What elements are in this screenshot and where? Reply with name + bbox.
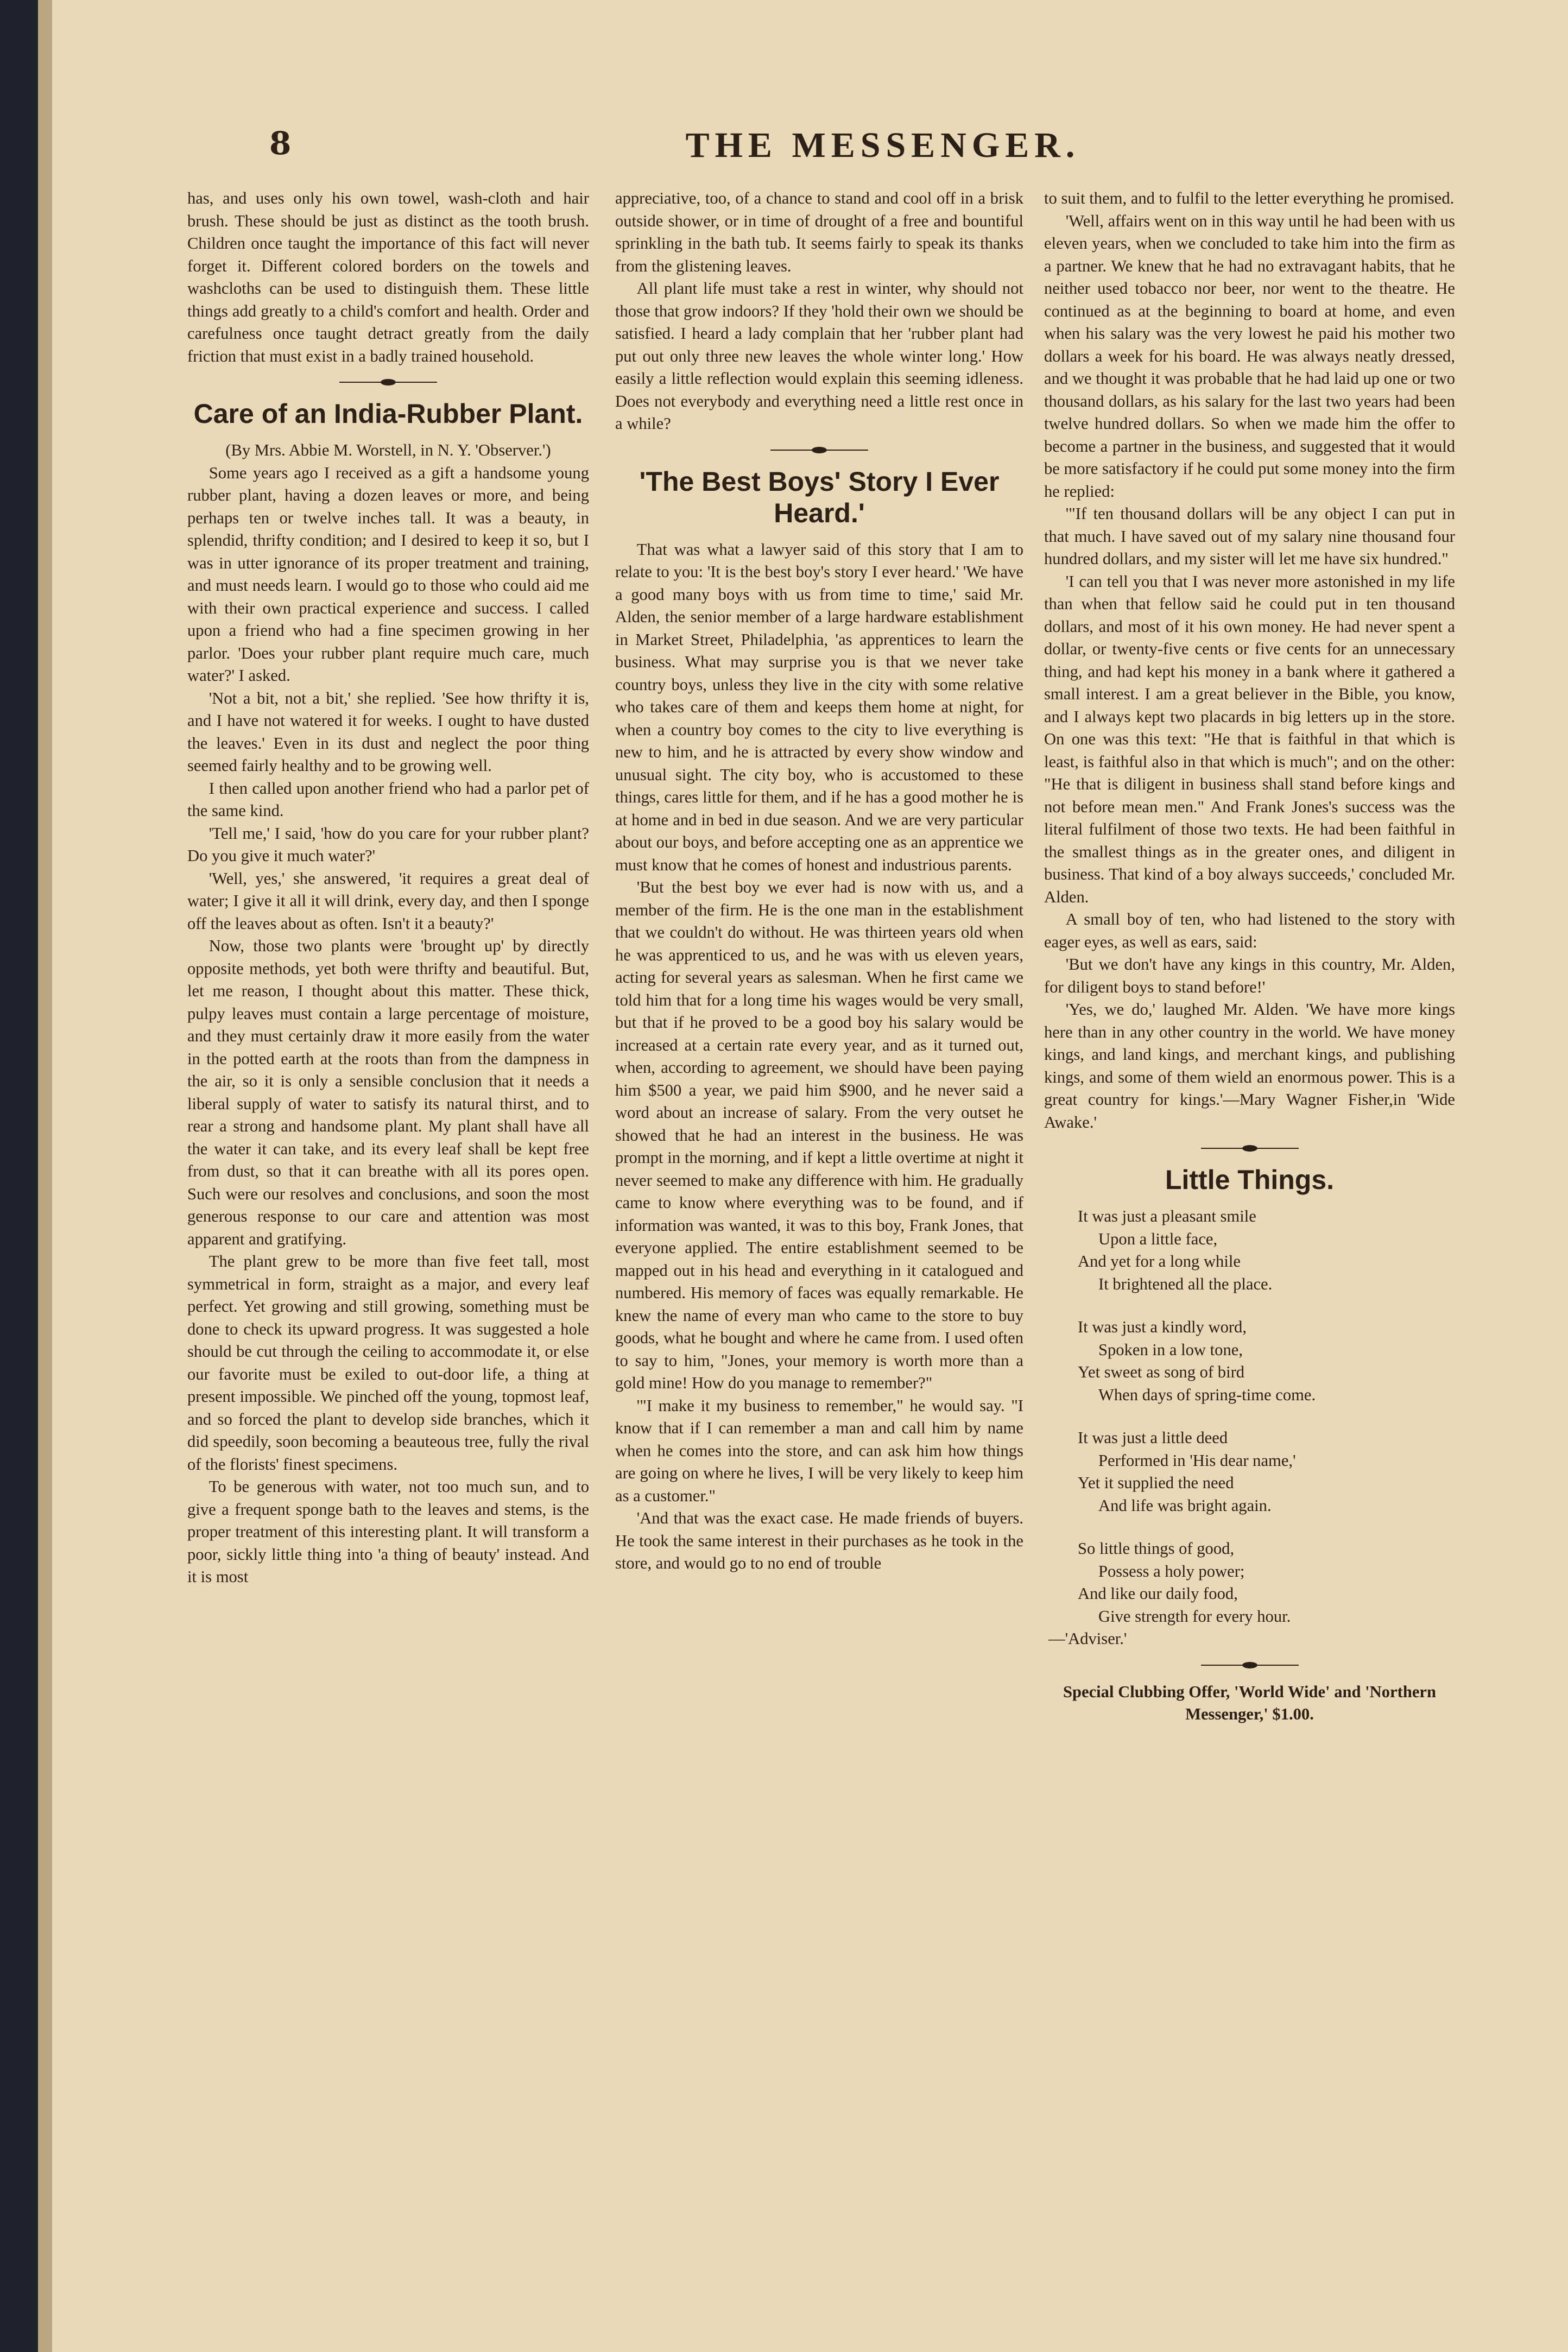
article-paragraph: 'Well, affairs went on in this way until he had been with us eleven years, when we concluded to take him into the firm as a partner. We knew that he had no extravagant habits, that he neither used tobacco nor beer, nor went to the theatre. He continued as at the beginning to board at home, and even when his salary was the very lowest he paid his mother two dollars a week for his board. He was always neatly dressed, and we thought it was probable that he had laid up one or two thousand dollars, as his salary for the last two years had been twelve hundred dollars. So when we made him the offer to become a partner in the business, and suggested that it would be more satisfactory if he could put some money into the firm he replied: — [1044, 211, 1456, 501]
article-paragraph: 'Well, yes,' she answered, 'it requires a great deal of water; I give it all it will drink, every day, and then I sponge off the leaves about as often. Isn't it a beauty?' — [187, 869, 589, 933]
article-paragraph: 'But we don't have any kings in this country, Mr. Alden, for diligent boys to stand before!' — [1044, 955, 1455, 996]
article-paragraph: '"If ten thousand dollars will be any object I can put in that much. I have saved out of my salary nine thousand four hundred dollars, and my sister will let me have six hundred." — [1044, 504, 1455, 568]
continued-paragraph: appreciative, too, of a chance to stand and cool off in a brisk outside shower, or in time of drought of a free and bountiful sprinkling in the bath tub. It seems fairly to speak its thanks from the glistening leaves. — [615, 189, 1023, 275]
article-paragraph: A small boy of ten, who had listened to the story with eager eyes, as well as ears, said: — [1044, 910, 1455, 951]
poem-line: It brightened all the place. — [1098, 1274, 1273, 1293]
article-paragraph: Now, those two plants were 'brought up' by directly opposite methods, yet both were thrifty and beautiful. But, let me reason, I thought about this matter. These thick, pulpy leaves must contain a large percentage of moisture, and they must certainly draw it more easily from the water in the potted earth at the roots than from the dampness in the air, so it is only a sensible conclusion that it needs a liberal supply of water to satisfy its natural thirst, and to rear a strong and handsome plant. My plant shall have all the water it can take, and its every leaf shall be kept free from dust, so that it can breathe with all its pores open. Such were our resolves and conclusions, and soon the most generous response to our care and attention was most apparent and gratifying. — [187, 937, 589, 1248]
section-divider — [1196, 1141, 1304, 1155]
scan-page-gutter — [38, 0, 52, 2352]
article-paragraph: 'Yes, we do,' laughed Mr. Alden. 'We have more kings here than in any other country in the world. We have money kings, and land kings, and merchant kings, and publishing kings, and some of them wield an enormous power. This is a great country for kings.'—Mary Wagner Fisher,in 'Wide Awake.' — [1044, 1000, 1455, 1131]
continued-paragraph: All plant life must take a rest in winter, why should not those that grow indoors? If they 'hold their own we should be satisfied. I heard a lady complain that her 'rubber plant had put out only three new leaves the whole winter long.' How easily a little reflection would explain this seeming idleness. Does not everybody and everything need a little rest once in a while? — [615, 279, 1023, 433]
scan-binding-edge — [0, 0, 38, 2352]
article-title: 'The Best Boys' Story I Ever Heard.' — [639, 466, 1000, 528]
section-divider — [1196, 1658, 1304, 1672]
article-paragraph: 'Tell me,' I said, 'how do you care for your rubber plant? Do you give it much water?' — [187, 824, 589, 865]
poem-line: It was just a kindly word, — [1078, 1318, 1247, 1336]
poem-line: So little things of good, — [1078, 1539, 1235, 1558]
poem-title: Little Things. — [1165, 1165, 1335, 1195]
poem-line: And like our daily food, — [1078, 1584, 1238, 1603]
poem-line: Yet sweet as song of bird — [1078, 1363, 1245, 1381]
article-paragraph: 'Not a bit, not a bit,' she replied. 'See how thrifty it is, and I have not watered it for weeks. I ought to have dusted the leaves.' Even in its dust and neglect the poor thing seemed fairly healthy and to be growing well. — [187, 688, 589, 775]
article-title: Care of an India-Rubber Plant. — [193, 399, 583, 429]
poem-line: Upon a little face, — [1098, 1229, 1218, 1248]
poem-line: Spoken in a low tone, — [1098, 1340, 1243, 1359]
poem-line: It was just a little deed — [1078, 1428, 1228, 1447]
article-paragraph: 'And that was the exact case. He made friends of buyers. He took the same interest in their purchases as he took in the store, and would go to no end of trouble — [615, 1509, 1023, 1572]
article-paragraph: To be generous with water, not too much sun, and to give a frequent sponge bath to the leaves and stems, is the proper treatment of this interesting plant. It will transform a poor, sickly little thing into 'a thing of beauty' instead. And it is most — [187, 1477, 589, 1586]
article-paragraph: That was what a lawyer said of this story that I am to relate to you: 'It is the best boy's story I ever heard.' 'We have a good many boys with us from time to time,' said Mr. Alden, the senior member of a large hardware establishment in Market Street, Philadelphia, 'as apprentices to learn the business. What may surprise you is that we never take country boys, unless they live in the city with some relative who takes care of them and keeps them home at night, for when a country boy comes to the city to live everything is new to him, and he is attracted by every show window and unusual sight. The city boy, who is accustomed to these things, cares little for them, and if he has a good mother he is at home and in bed in due season. And we are very particular about our boys, and before accepting one as an apprentice we must know that he comes of honest and industrious parents. — [615, 540, 1023, 874]
poem-line: Possess a holy power; — [1098, 1561, 1245, 1580]
article-paragraph: 'But the best boy we ever had is now with us, and a member of the firm. He is the one man in the establishment that we couldn't do without. He was thirteen years old when he was apprenticed to us, and he was with us eleven years, acting for several years as salesman. When he first came we told him that for a long time his wages would be very small, but that if he proved to be a good boy his salary would be increased at a certain rate every year, and as it turned out, when, according to agreement, we should have been paying him $500 a year, we paid him $900, and he never said a word about an increase of salary. From the very outset he showed that he had an interest in the business. He was prompt in the morning, and if kept a little overtime at night it never seemed to make any difference with him. He gradually came to know where everything was to be found, and if information was wanted, it was to this boy, Frank Jones, that everyone applied. The entire establishment seemed to be mapped out in his head and everything in it catalogued and numbered. His memory of faces was equally remarkable. He knew the name of every man who came to the store to buy goods, what he bought and where he came from. I used often to say to him, "Jones, your memory is worth more than a gold mine! How do you manage to remember?" — [615, 878, 1023, 1392]
poem — [1044, 1205, 1455, 1628]
clubbing-offer: Special Clubbing Offer, 'World Wide' and 'Northern Messenger,' $1.00. — [1063, 1682, 1437, 1723]
column-3 — [1044, 187, 1455, 1726]
article-paragraph: 'I can tell you that I was never more astonished in my life than when that fellow said he could put in ten thousand dollars, and most of it his own money. He had never spent a dollar, or twenty-five cents or five cents for an unnecessary thing, and had kept his money in a bank where it gathered a small interest. I am a great believer in the Bible, you know, and I always kept two placards in big letters up in the store. On one was this text: "He that is faithful in that which is least, is faithful also in that which is much"; and on the other: "He that is diligent in business shall stand before kings and not before mean men." And Frank Jones's success was the literal fulfilment of those two texts. He had been faithful in the smallest things as in the greater ones, and diligent in business. That kind of a boy always succeeds,' concluded Mr. Alden. — [1044, 572, 1455, 906]
article-byline: (By Mrs. Abbie M. Worstell, in N. Y. 'Observer.') — [225, 441, 551, 459]
article-paragraph: Some years ago I received as a gift a handsome young rubber plant, having a dozen leaves or more, and being perhaps ten or twelve inches tall. It was a beauty, in splendid, thrifty condition; and I desired to keep it so, but I was in utter ignorance of its proper treatment and training, and must needs learn. I would go to those who could aid me with their own practical experience and success. I called upon a friend who had a fine specimen growing in her parlor. 'Does your rubber plant require much care, much water?' I asked. — [187, 463, 589, 685]
continued-paragraph: to suit them, and to fulfil to the letter everything he promised. — [1044, 189, 1455, 207]
masthead: THE MESSENGER. — [685, 125, 1080, 165]
poem-line: And life was bright again. — [1098, 1496, 1272, 1515]
poem-line: It was just a pleasant smile — [1078, 1207, 1256, 1225]
section-divider — [334, 375, 442, 389]
poem-line: Performed in 'His dear name,' — [1098, 1451, 1296, 1470]
poem-source: —'Adviser.' — [1048, 1629, 1127, 1648]
column-2 — [615, 187, 1023, 1575]
page-number: 8 — [269, 125, 292, 162]
column-1-intro: has, and uses only his own towel, wash-cloth and hair brush. These should be just as distinct as the tooth brush. Children once taught the importance of this fact will never forget it. Different colored borders on the towels and washcloths can be used to distinguish them. These little things add greatly to a child's comfort and health. Order and carefulness once taught detract greatly from the daily friction that must exist in a badly trained household. — [187, 189, 589, 365]
poem-line: Yet it supplied the need — [1078, 1474, 1234, 1492]
poem-line: Give strength for every hour. — [1098, 1607, 1291, 1626]
poem-line: And yet for a long while — [1078, 1252, 1241, 1270]
poem-line: When days of spring-time come. — [1098, 1385, 1316, 1404]
column-1 — [187, 187, 589, 1589]
section-divider — [765, 443, 874, 457]
article-paragraph: The plant grew to be more than five feet tall, most symmetrical in form, straight as a major, and every leaf perfect. Yet growing and still growing, something must be done to check its upward progress. It was suggested a hole should be cut through the ceiling to accommodate it, or else our favorite must be exiled to out-door life, a thing at present impossible. We pinched off the young, topmost leaf, and so forced the plant to develop side branches, which it did speedily, soon becoming a beauteous tree, fully the rival of the florists' finest specimens. — [187, 1252, 589, 1474]
article-paragraph: '"I make it my business to remember," he would say. "I know that if I can remember a man and call him by name when he comes into the store, and can ask him how things are going on where he lives, I will be very likely to keep him as a customer." — [615, 1396, 1023, 1505]
article-paragraph: I then called upon another friend who had a parlor pet of the same kind. — [187, 779, 589, 820]
